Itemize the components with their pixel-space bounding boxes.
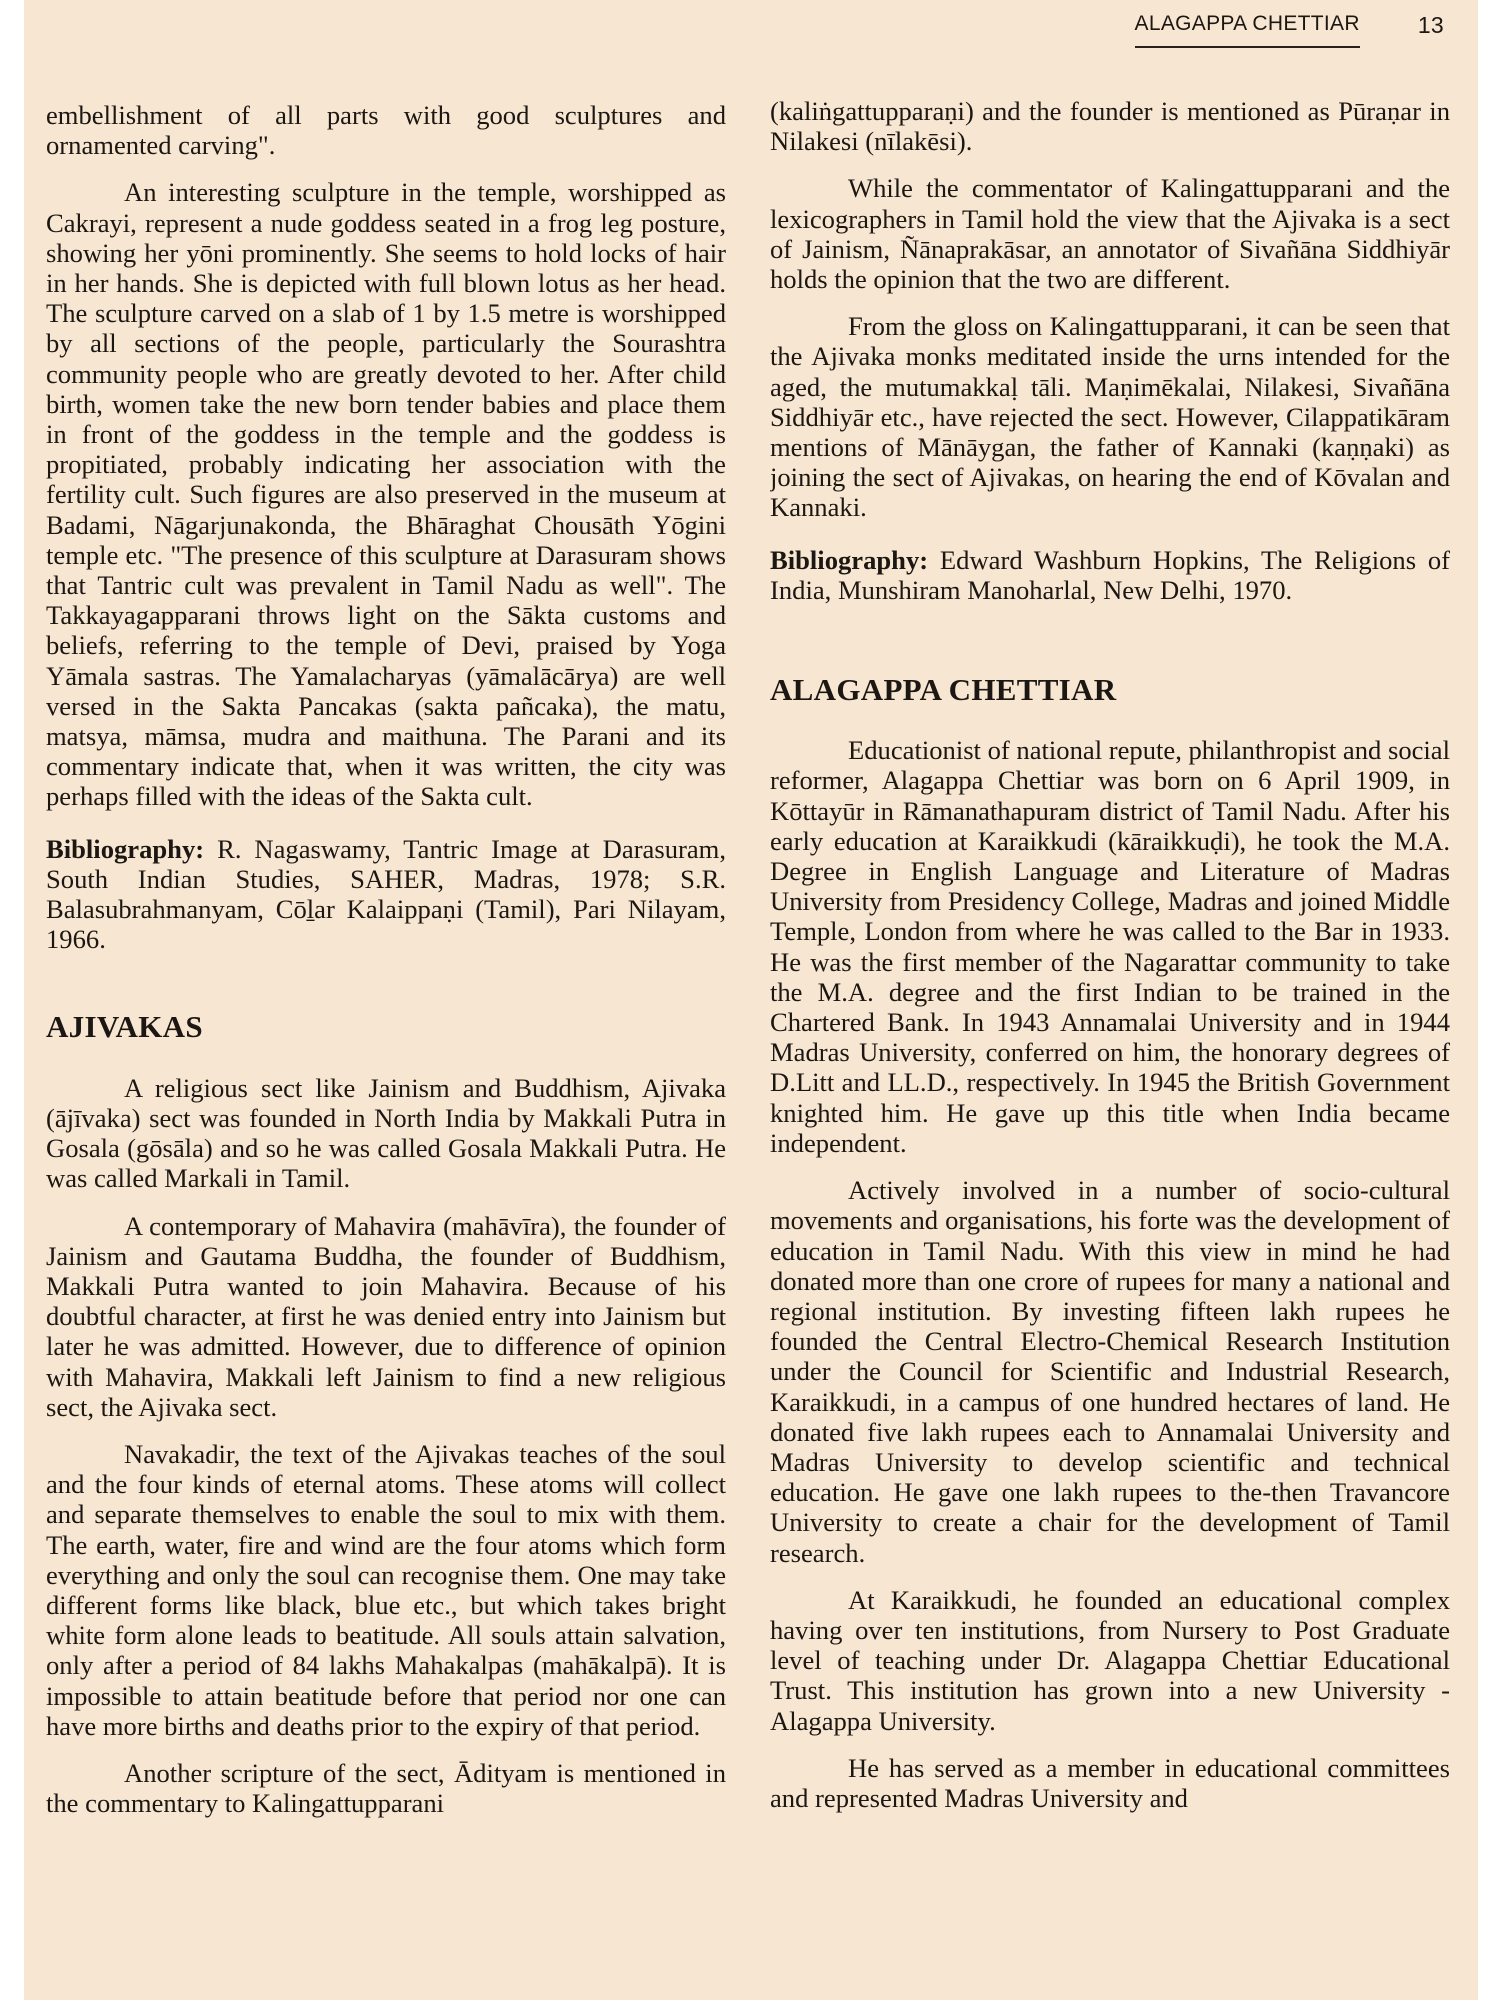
paragraph: A religious sect like Jainism and Buddhism, Ajivaka (ājīvaka) sect was founded in North India by Makkali Putra in Gosala (gōsāla) and so he was called Gosala Makkali Putra. He was called Markali in Tamil.: [46, 1072, 726, 1194]
bibliography-text: Edward Washburn Hopkins, The Religions of India, Munshiram Manoharlal, New Delhi, 1970.: [770, 544, 1450, 605]
bibliography: [770, 545, 1450, 605]
paragraph: A contemporary of Mahavira (mahāvīra), the founder of Jainism and Gautama Buddha, the founder of Buddhism, Makkali Putra wanted to join Mahavira. Because of his doubtful character, at first he was denied entry into Jainism but later he was admitted. However, due to difference of opinion with Mahavira, Makkali left Jainism to find a new religious sect, the Ajivaka sect.: [46, 1210, 726, 1422]
running-header: [904, 12, 1444, 48]
page-number: 13: [1417, 12, 1444, 38]
paragraph: From the gloss on Kalingattupparani, it can be seen that the Ajivaka monks meditated inside the urns intended for the aged, the mutumakkaḷ tāli. Maṇimēkalai, Nilakesi, Sivañāna Siddhiyār etc., have rejected the sect. However, Cilappatikāram mentions of Mānāygan, the father of Kannaki (kaṇṇaki) as joining the sect of Ajivakas, on hearing the end of Kōvalan and Kannaki.: [770, 311, 1450, 523]
paragraph: An interesting sculpture in the temple, worshipped as Cakrayi, represent a nude goddess seated in a frog leg posture, showing her yōni prominently. She seems to hold locks of hair in her hands. She is depicted with full blown lotus as her head. The sculpture carved on a slab of 1 by 1.5 metre is worshipped by all sections of the people, particularly the Sourashtra community people who are greatly devoted to her. After child birth, women take the new born tender babies and place them in front of the goddess in the temple and the goddess is propitiated, probably indicating her association with the fertility cult. Such figures are also preserved in the museum at Badami, Nāgarjunakonda, the Bhāraghat Chousāth Yōgini temple etc. "The presence of this sculpture at Darasuram shows that Tantric cult was prevalent in Tamil Nadu as well". The Takkayagapparani throws light on the Sākta customs and beliefs, referring to the temple of Devi, praised by Yoga Yāmala sastras. The Yamalacharyas (yāmalācārya) are well versed in the Sakta Pancakas (sakta pañcaka), the matu, matsya, māmsa, mudra and maithuna. The Parani and its commentary indicate that, when it was written, the city was perhaps filled with the ideas of the Sakta cult.: [46, 177, 726, 812]
section-heading-alagappa-chettiar: ALAGAPPA CHETTIAR: [770, 672, 1117, 708]
paragraph: Educationist of national repute, philanthropist and social reformer, Alagappa Chettiar was born on 6 April 1909, in Kōttayūr in Rāmanathapuram district of Tamil Nadu. After his early education at Karaikkudi (kāraikkuḍi), he took the M.A. Degree in English Language and Literature of Madras University from Presidency College, Madras and joined Middle Temple, London from where he was called to the Bar in 1933. He was the first member of the Nagarattar community to take the M.A. degree and the first Indian to be trained in the Chartered Bank. In 1943 Annamalai University and in 1944 Madras University, conferred on him, the honorary degrees of D.Litt and LL.D., respectively. In 1945 the British Government knighted him. He gave up this title when India became independent.: [770, 735, 1450, 1158]
paragraph: Another scripture of the sect, Ādityam is mentioned in the commentary to Kalingattupparani: [46, 1757, 726, 1819]
bibliography-label: Bibliography:: [46, 833, 205, 864]
left-column: [46, 100, 726, 1990]
bibliography-label: Bibliography:: [770, 544, 929, 575]
paragraph: (kaliṅgattupparaṇi) and the founder is mentioned as Pūraṇar in Nilakesi (nīlakēsi).: [770, 96, 1450, 157]
book-page: [24, 0, 1478, 2000]
paragraph: While the commentator of Kalingattupparani and the lexicographers in Tamil hold the view that the Ajivaka is a sect of Jainism, Ñānaprakāsar, an annotator of Sivañāna Siddhiyār holds the opinion that the two are different.: [770, 173, 1450, 295]
bibliography-text: R. Nagaswamy, Tantric Image at Darasuram, South Indian Studies, SAHER, Madras, 1978; S.R. Balasubrahmanyam, Cōḻar Kalaippaṇi (Tamil), Pari Nilayam, 1966.: [46, 833, 726, 955]
bibliography: [46, 834, 726, 955]
paragraph: At Karaikkudi, he founded an educational complex having over ten institutions, from Nursery to Post Graduate level of teaching under Dr. Alagappa Chettiar Educational Trust. This institution has grown into a new University - Alagappa University.: [770, 1584, 1450, 1736]
section-heading-ajivakas: AJIVAKAS: [46, 1009, 203, 1045]
right-column: [770, 96, 1450, 1986]
running-header-title: ALAGAPPA CHETTIAR: [1135, 12, 1360, 48]
paragraph: Navakadir, the text of the Ajivakas teaches of the soul and the four kinds of eternal atoms. These atoms will collect and separate themselves to enable the soul to mix with them. The earth, water, fire and wind are the four atoms which form everything and only the soul can recognise them. One may take different forms like black, blue etc., but which takes bright white form alone leads to beatitude. All souls attain salvation, only after a period of 84 lakhs Mahakalpas (mahākalpā). It is impossible to attain beatitude before that period nor one can have more births and deaths prior to the expiry of that period.: [46, 1438, 726, 1741]
paragraph: embellishment of all parts with good sculptures and ornamented carving".: [46, 100, 726, 161]
paragraph: He has served as a member in educational committees and represented Madras University and: [770, 1752, 1450, 1813]
paragraph: Actively involved in a number of socio-cultural movements and organisations, his forte was the development of education in Tamil Nadu. With this view in mind he had donated more than one crore of rupees for many a national and regional institution. By investing fifteen lakh rupees he founded the Central Electro-Chemical Research Institution under the Council for Scientific and Industrial Research, Karaikkudi, in a campus of one hundred hectares of land. He donated five lakh rupees each to Annamalai University and Madras University to develop scientific and technical education. He gave one lakh rupees to the-then Travancore University to create a chair for the development of Tamil research.: [770, 1175, 1450, 1568]
